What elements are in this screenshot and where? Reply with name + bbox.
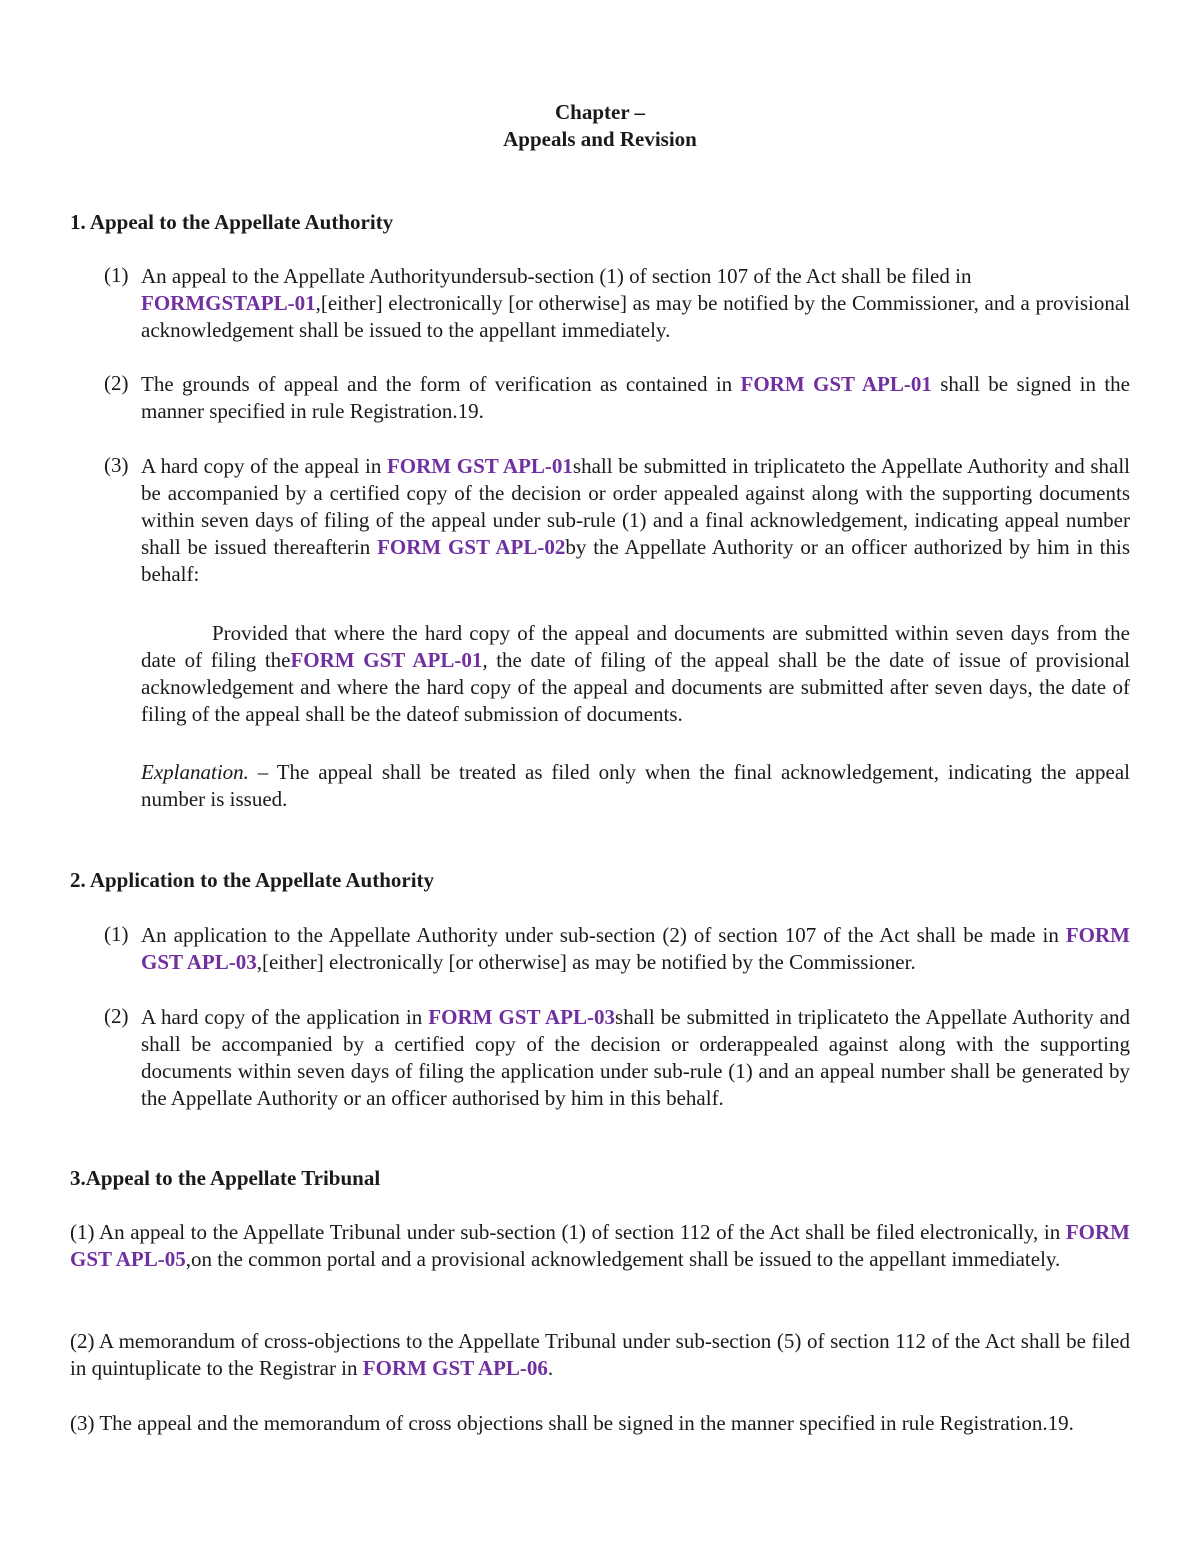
s3-item-3-text: (3) The appeal and the memorandum of cross objections shall be signed in the manner specified in rule Registration.19. [70,1411,1074,1435]
s1-proviso: Provided that where the hard copy of the appeal and documents are submitted within seven days from the date of filing theFORM GST APL-01, the date of filing of the appeal shall be the date of issue of provisional acknowledgement and where the hard copy of the appeal and documents are submitted after seven days, the date of filing of the appeal shall be the dateof submission of documents. [141,621,1130,726]
s1-item-1-number: (1) [104,263,129,287]
form-reference: FORM GST APL-06 [362,1356,548,1380]
form-reference: FORM GST APL-02 [377,535,566,559]
s1-item-2-text: The grounds of appeal and the form of verification as contained in FORM GST APL-01 shall be signed in the manner specified in rule Registration.19. [141,372,1130,423]
section-2-heading: 2. Application to the Appellate Authority [70,868,435,892]
s1-item-3-number: (3) [104,453,129,477]
s3-item-1-text: (1) An appeal to the Appellate Tribunal under sub-section (1) of section 112 of the Act shall be filed electronically, in FORM GST APL-05,on the common portal and a provisional acknowledgement shall be issued to the appellant immediately. [70,1220,1130,1271]
chapter-subtitle: Appeals and Revision [503,127,697,151]
s2-item-1-text: An application to the Appellate Authority under sub-section (2) of section 107 of the Act shall be made in FORM GST APL-03,[either] electronically [or otherwise] as may be notified by the Commissioner. [141,923,1130,974]
form-reference: FORM GST APL-05 [70,1220,1130,1271]
s1-item-1-text: An appeal to the Appellate Authorityundersub-section (1) of section 107 of the Act shall be filed in FORMGSTAPL-01,[either] electronically [or otherwise] as may be notified by the Commissioner, and a provisional acknowledgement shall be issued to the appellant immediately. [141,264,1130,342]
s2-item-1-number: (1) [104,922,129,946]
s3-item-2-text: (2) A memorandum of cross-objections to the Appellate Tribunal under sub-section (5) of section 112 of the Act shall be filed in quintuplicate to the Registrar in FORM GST APL-06. [70,1329,1130,1380]
section-3-heading: 3.Appeal to the Appellate Tribunal [70,1166,381,1190]
s2-item-2-number: (2) [104,1004,129,1028]
form-reference: FORM GST APL-01 [740,372,932,396]
s1-item-3-text: A hard copy of the appeal in FORM GST APL-01shall be submitted in triplicateto the Appellate Authority and shall be accompanied by a certified copy of the decision or order appealed against along with the supporting documents within seven days of filing of the appeal under sub-rule (1) and a final acknowledgement, indicating appeal number shall be issued thereafterin FORM GST APL-02by the Appellate Authority or an officer authorized by him in this behalf: [141,454,1131,586]
form-reference: FORM GST APL-01 [386,454,573,478]
form-reference: FORMGSTAPL-01 [141,291,316,315]
form-reference: FORM GST APL-03 [428,1005,616,1029]
form-reference: FORM GST APL-03 [141,923,1130,974]
s1-item-2-number: (2) [104,371,129,395]
chapter-title: Chapter – [554,100,646,124]
section-1-heading: 1. Appeal to the Appellate Authority [70,210,394,234]
s1-explanation: Explanation. – The appeal shall be treated as filed only when the final acknowledgement, indicating the appeal number is issued. [141,760,1130,811]
s2-item-2-text: A hard copy of the application in FORM GST APL-03shall be submitted in triplicateto the Appellate Authority and shall be accompanied by a certified copy of the decision or orderappealed against along with the supporting documents within seven days of filing the application under sub-rule (1) and an appeal number shall be generated by the Appellate Authority or an officer authorised by him in this behalf. [141,1005,1130,1110]
form-reference: FORM GST APL-01 [290,648,483,672]
